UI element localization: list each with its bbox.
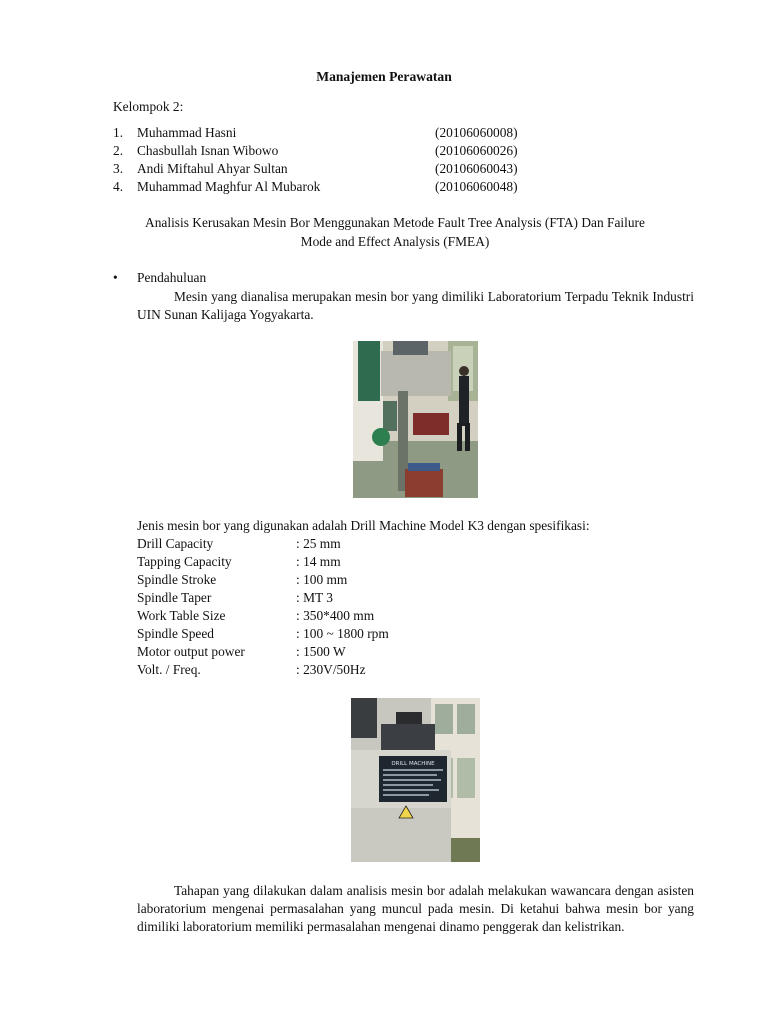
spec-row bbox=[0, 554, 768, 572]
spec-label: Tapping Capacity bbox=[137, 554, 232, 569]
subtitle-line: Analisis Kerusakan Mesin Bor Menggunakan Metode Fault Tree Analysis (FTA) Dan Failure bbox=[145, 215, 645, 230]
spec-value: : 230V/50Hz bbox=[296, 662, 366, 677]
spec-value: : 100 ~ 1800 rpm bbox=[296, 626, 389, 641]
spec-label: Spindle Stroke bbox=[137, 572, 217, 587]
drill-machine-photo bbox=[353, 341, 478, 498]
section-heading: Pendahuluan bbox=[137, 270, 207, 285]
closing-paragraph: Tahapan yang dilakukan dalam analisis mesin bor adalah melakukan wawancara dengan asisten laboratorium mengenai permasalahan yang muncul pada mesin. Di ketahui bahwa mesin bor yang dimiliki laboratorium memiliki permasalahan mengenai dinamo penggerak dan kelistrikan. bbox=[137, 883, 694, 934]
group-label: Kelompok 2: bbox=[113, 99, 184, 114]
member-id: (20106060048) bbox=[435, 179, 518, 194]
spec-row bbox=[0, 572, 768, 590]
spec-value: : 14 mm bbox=[296, 554, 341, 569]
spec-label: Spindle Speed bbox=[137, 626, 214, 641]
spec-label: Drill Capacity bbox=[137, 536, 214, 551]
spec-label: Spindle Taper bbox=[137, 590, 212, 605]
spec-value: : 25 mm bbox=[296, 536, 341, 551]
member-number: 1. bbox=[113, 125, 124, 140]
spec-value: : 1500 W bbox=[296, 644, 346, 659]
subtitle-line: Mode and Effect Analysis (FMEA) bbox=[300, 234, 490, 249]
member-number: 2. bbox=[113, 143, 124, 158]
spec-intro: Jenis mesin bor yang digunakan adalah Drill Machine Model K3 dengan spesifikasi: bbox=[137, 518, 590, 533]
member-row bbox=[0, 143, 768, 161]
member-id: (20106060008) bbox=[435, 125, 518, 140]
member-name: Chasbullah Isnan Wibowo bbox=[137, 143, 279, 158]
spec-row bbox=[0, 590, 768, 608]
spec-row bbox=[0, 608, 768, 626]
subtitle bbox=[100, 213, 690, 251]
member-id: (20106060043) bbox=[435, 161, 518, 176]
member-row bbox=[0, 161, 768, 179]
bullet-icon: • bbox=[113, 270, 118, 285]
nameplate-title: DRILL MACHINE bbox=[391, 761, 435, 767]
spec-label: Motor output power bbox=[137, 644, 245, 659]
member-id: (20106060026) bbox=[435, 143, 518, 158]
spec-value: : 350*400 mm bbox=[296, 608, 375, 623]
member-name: Andi Miftahul Ahyar Sultan bbox=[137, 161, 288, 176]
spec-row bbox=[0, 662, 768, 680]
drill-machine-photo-drawing bbox=[353, 341, 478, 498]
document-title: Manajemen Perawatan bbox=[316, 69, 452, 84]
spec-label: Work Table Size bbox=[137, 608, 226, 623]
spec-row bbox=[0, 626, 768, 644]
member-number: 3. bbox=[113, 161, 124, 176]
spec-row bbox=[0, 536, 768, 554]
member-name: Muhammad Maghfur Al Mubarok bbox=[137, 179, 321, 194]
nameplate-photo-drawing bbox=[351, 698, 480, 862]
spec-label: Volt. / Freq. bbox=[137, 662, 201, 677]
member-row bbox=[0, 179, 768, 197]
spec-value: : MT 3 bbox=[296, 590, 333, 605]
member-name: Muhammad Hasni bbox=[137, 125, 237, 140]
intro-paragraph: Mesin yang dianalisa merupakan mesin bor yang dimiliki Laboratorium Terpadu Teknik Industri UIN Sunan Kalijaga Yogyakarta. bbox=[137, 289, 694, 322]
member-row bbox=[0, 125, 768, 143]
nameplate-photo bbox=[351, 698, 480, 862]
member-number: 4. bbox=[113, 179, 124, 194]
spec-row bbox=[0, 644, 768, 662]
spec-value: : 100 mm bbox=[296, 572, 348, 587]
